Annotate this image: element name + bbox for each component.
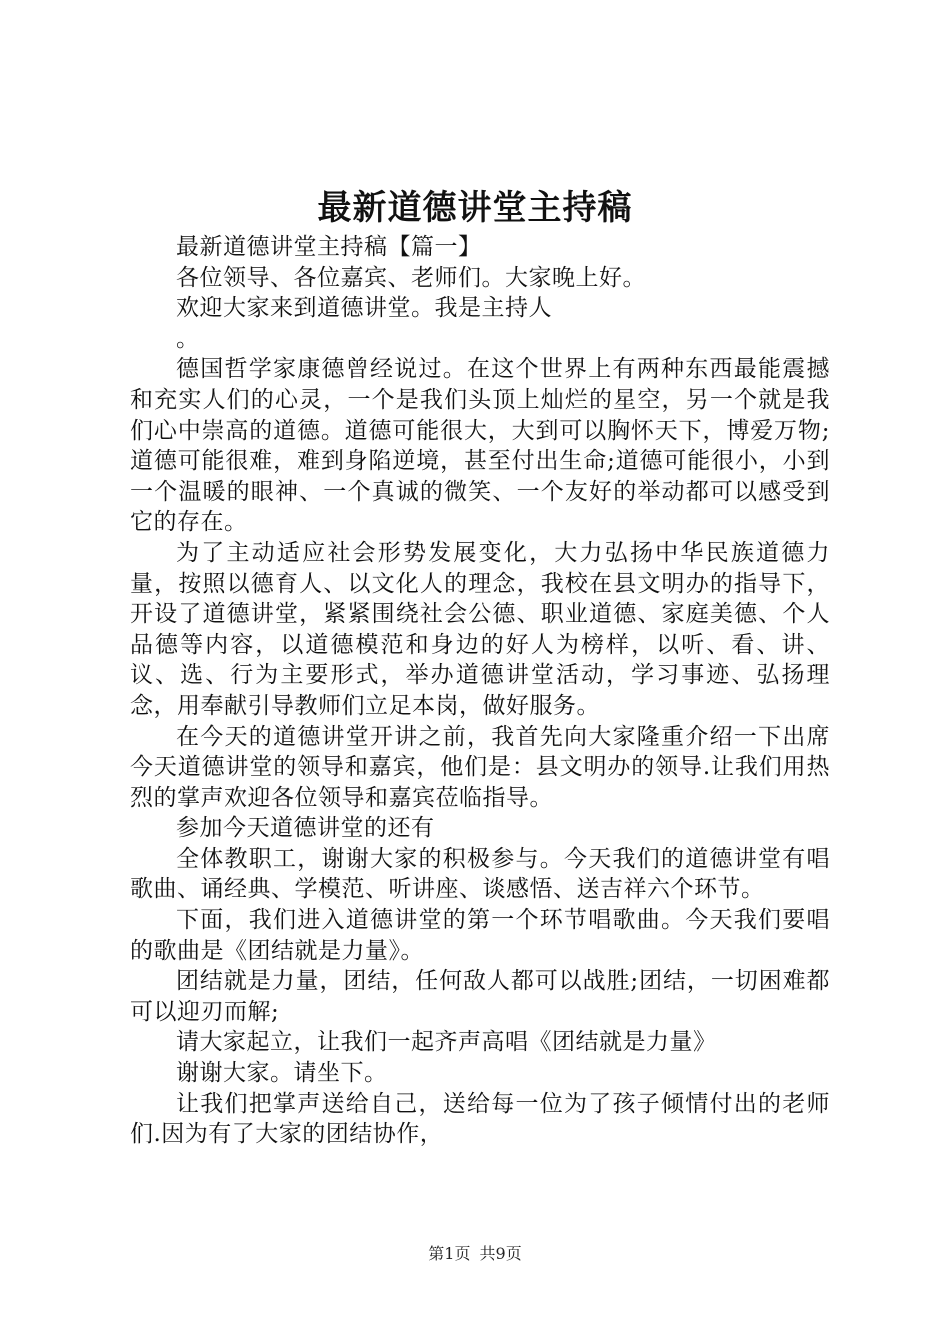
paragraph: 各位领导、各位嘉宾、老师们。大家晚上好。 <box>176 264 646 291</box>
paragraph: 参加今天道德讲堂的还有 <box>176 815 435 842</box>
page-total: 共9页 <box>479 1244 522 1263</box>
paragraph: 谢谢大家。请坐下。 <box>176 1060 388 1087</box>
paragraph: 请大家起立，让我们一起齐声高唱《团结就是力量》 <box>176 1029 717 1056</box>
page-footer <box>0 1243 950 1265</box>
paragraph: 。 <box>176 325 200 352</box>
paragraph: 团结就是力量，团结，任何敌人都可以战胜;团结，一切困难都可以迎刃而解; <box>130 968 830 1025</box>
document-title: 最新道德讲堂主持稿 <box>317 188 633 228</box>
paragraph: 最新道德讲堂主持稿【篇一】 <box>176 234 482 260</box>
paragraph: 全体教职工，谢谢大家的积极参与。今天我们的道德讲堂有唱歌曲、诵经典、学模范、听讲座、谈感悟、送吉祥六个环节。 <box>130 845 830 903</box>
paragraph: 为了主动适应社会形势发展变化，大力弘扬中华民族道德力量，按照以德育人、以文化人的理念，我校在县文明办的指导下，开设了道德讲堂，紧紧围绕社会公德、职业道德、家庭美德、个人品德等内容，以道德模范和身边的好人为榜样，以听、看、讲、议、选、行为主要形式，举办道德讲堂活动，学习事迹、弘扬理念，用奉献引导教师们立足本岗，做好服务。 <box>130 539 830 719</box>
paragraph: 下面，我们进入道德讲堂的第一个环节唱歌曲。今天我们要唱的歌曲是《团结就是力量》。 <box>130 907 830 964</box>
paragraph: 欢迎大家来到道德讲堂。我是主持人 <box>176 295 552 322</box>
paragraph: 德国哲学家康德曾经说过。在这个世界上有两种东西最能震撼和充实人们的心灵，一个是我们头顶上灿烂的星空，另一个就是我们心中崇高的道德。道德可能很大，大到可以胸怀天下，博爱万物;道德可能很难，难到身陷逆境，甚至付出生命;道德可能很小，小到一个温暖的眼神、一个真诚的微笑、一个友好的举动都可以感受到它的存在。 <box>130 356 830 536</box>
paragraph: 在今天的道德讲堂开讲之前，我首先向大家隆重介绍一下出席今天道德讲堂的领导和嘉宾，他们是：县文明办的领导.让我们用热烈的掌声欢迎各位领导和嘉宾莅临指导。 <box>130 723 830 811</box>
page-number: 第1页 <box>428 1244 471 1263</box>
paragraph: 让我们把掌声送给自己，送给每一位为了孩子倾情付出的老师们.因为有了大家的团结协作， <box>130 1090 830 1148</box>
document-body <box>130 232 830 1150</box>
